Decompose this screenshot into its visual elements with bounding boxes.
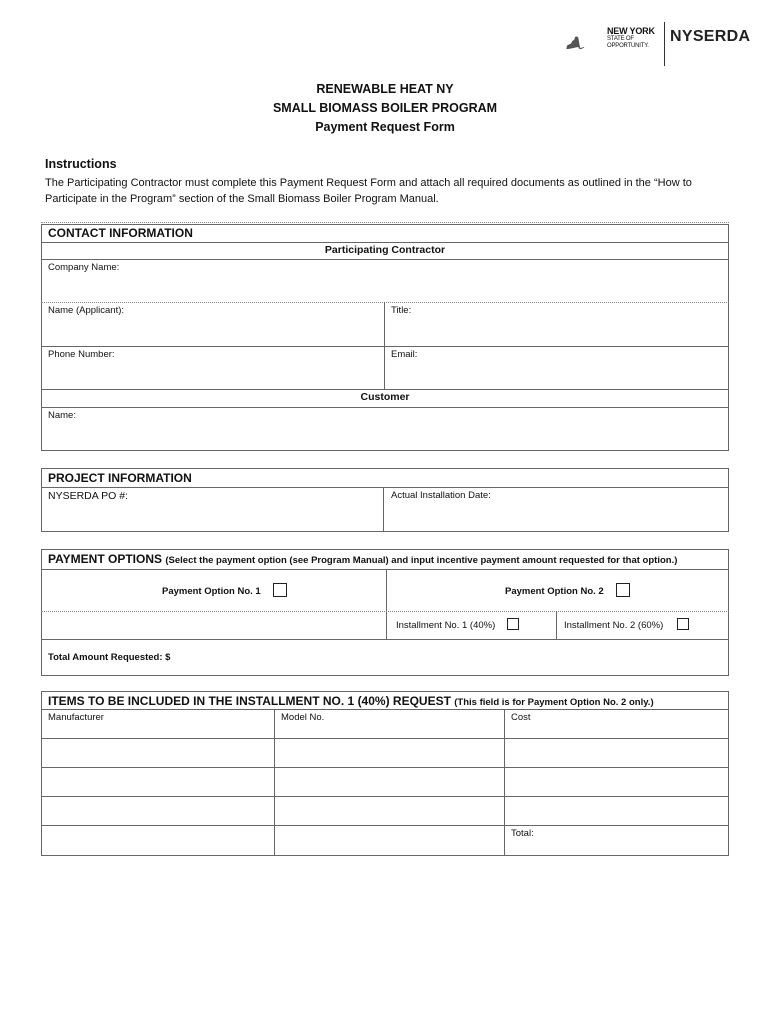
divider [41, 639, 729, 640]
customer-name-label: Name: [48, 410, 76, 421]
divider [41, 767, 729, 768]
installment-1-checkbox[interactable] [507, 618, 519, 630]
payment-option-2-label: Payment Option No. 2 [505, 586, 604, 597]
company-name-field[interactable] [43, 273, 727, 300]
applicant-name-label: Name (Applicant): [48, 305, 125, 316]
divider [41, 569, 729, 570]
nyserda-po-label: NYSERDA PO #: [48, 490, 128, 502]
phone-number-field[interactable] [43, 361, 381, 388]
form-title-line-1: RENEWABLE HEAT NY [316, 82, 454, 96]
project-section-title: PROJECT INFORMATION [48, 471, 192, 485]
divider [41, 709, 729, 710]
instructions-body: The Participating Contractor must complete this Payment Request Form and attach all required documents as outlined in the “How to Participate in the Program” section of the Small Biomass Boiler Program Manual. [45, 177, 692, 205]
installation-date-field[interactable] [386, 504, 727, 530]
divider [386, 569, 387, 639]
items-note: (This field is for Payment Option No. 2 only.) [454, 697, 654, 708]
payment-option-2-checkbox[interactable] [616, 583, 630, 597]
divider [41, 242, 729, 243]
divider [41, 389, 729, 390]
state-name: NEW YORK [607, 26, 655, 36]
state-subline-2: OPPORTUNITY. [607, 43, 649, 49]
payment-section-title [48, 552, 677, 566]
applicant-name-field[interactable] [43, 317, 381, 344]
table-row-1-manufacturer[interactable] [43, 740, 272, 766]
title-field[interactable] [387, 317, 727, 344]
divider [556, 611, 557, 639]
divider [41, 407, 729, 408]
divider [41, 222, 729, 223]
divider [41, 796, 729, 797]
customer-name-field[interactable] [43, 422, 727, 449]
table-row-2-cost[interactable] [506, 769, 727, 795]
customer-heading: Customer [360, 391, 410, 403]
nyserda-logo: NYSERDA [670, 28, 751, 45]
company-name-label: Company Name: [48, 262, 120, 273]
divider [41, 346, 729, 347]
divider [41, 611, 729, 612]
divider [504, 709, 505, 856]
title-label: Title: [391, 305, 412, 316]
payment-option-1-checkbox[interactable] [273, 583, 287, 597]
form-title-line-3: Payment Request Form [315, 120, 455, 134]
divider [41, 302, 729, 303]
divider [274, 709, 275, 856]
divider [41, 738, 729, 739]
divider [41, 825, 729, 826]
new-york-wordmark [607, 27, 655, 50]
installment-2-label: Installment No. 2 (60%) [564, 620, 664, 631]
contact-section-title: CONTACT INFORMATION [48, 226, 193, 240]
email-field[interactable] [387, 361, 727, 388]
payment-title-text: PAYMENT OPTIONS [48, 552, 163, 566]
participating-contractor-heading: Participating Contractor [324, 244, 446, 256]
divider [41, 259, 729, 260]
instructions-heading: Instructions [45, 157, 117, 171]
total-amount-field[interactable] [180, 648, 725, 670]
installment-1-label: Installment No. 1 (40%) [396, 620, 496, 631]
items-section-title [48, 694, 654, 708]
table-row-4-manufacturer[interactable] [43, 827, 272, 854]
email-label: Email: [391, 349, 418, 360]
model-column-header: Model No. [281, 712, 325, 723]
state-subline-1: STATE OF [607, 36, 634, 42]
payment-note: (Select the payment option (see Program Manual) and input incentive payment amount requested for that option.) [165, 555, 678, 566]
items-total-field[interactable] [545, 827, 727, 854]
divider [383, 487, 384, 532]
payment-option-1-label: Payment Option No. 1 [162, 586, 261, 597]
installment-2-checkbox[interactable] [677, 618, 689, 630]
phone-number-label: Phone Number: [48, 349, 115, 360]
logo-divider [664, 22, 665, 66]
table-row-3-model[interactable] [276, 798, 502, 824]
table-row-2-manufacturer[interactable] [43, 769, 272, 795]
divider [41, 487, 729, 488]
table-row-1-model[interactable] [276, 740, 502, 766]
manufacturer-column-header: Manufacturer [48, 712, 104, 723]
items-total-label: Total: [511, 828, 534, 839]
form-title-line-2: SMALL BIOMASS BOILER PROGRAM [272, 101, 498, 115]
installation-date-label: Actual Installation Date: [391, 490, 491, 501]
table-row-3-cost[interactable] [506, 798, 727, 824]
cost-column-header: Cost [511, 712, 531, 723]
total-amount-label: Total Amount Requested: $ [48, 652, 171, 663]
nyserda-po-field[interactable] [43, 504, 381, 530]
table-row-2-model[interactable] [276, 769, 502, 795]
table-row-1-cost[interactable] [506, 740, 727, 766]
table-row-4-model[interactable] [276, 827, 502, 854]
items-title-text: ITEMS TO BE INCLUDED IN THE INSTALLMENT NO. 1 (40%) REQUEST [48, 694, 451, 708]
table-row-3-manufacturer[interactable] [43, 798, 272, 824]
